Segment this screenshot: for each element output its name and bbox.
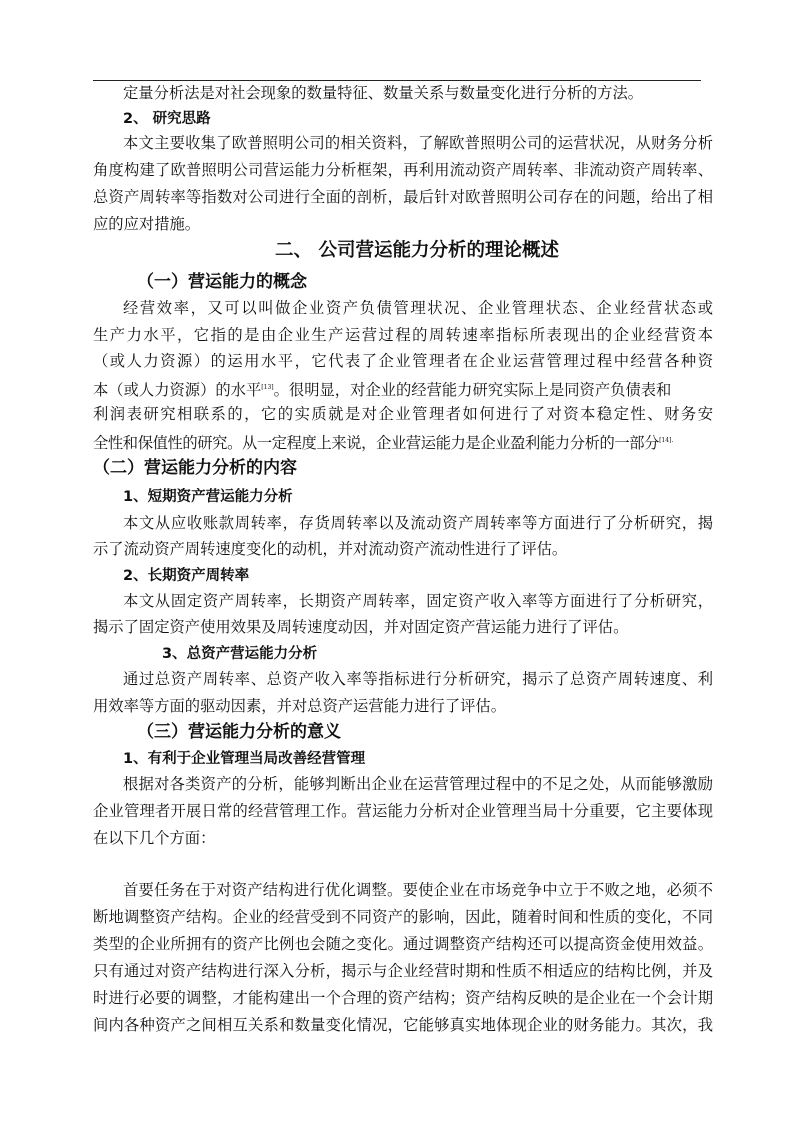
body-line: 只有通过对资产结构进行深入分析，揭示与企业经营时期和性质不相适应的结构比例，并及 bbox=[93, 962, 713, 980]
body-line: 类型的企业所拥有的资产比例也会随之变化。通过调整资产结构还可以提高资金使用效益。 bbox=[93, 935, 713, 953]
citation-13: [13] bbox=[261, 384, 274, 391]
body-line: 本文从应收账款周转率，存货周转率以及流动资产周转率等方面进行了分析研究，揭 bbox=[123, 514, 713, 532]
body-line: 应的应对措施。 bbox=[93, 215, 201, 233]
body-text: 本（或人力资源）的水平 bbox=[93, 381, 262, 399]
body-line: （或人力资源）的运用水平，它代表了企业管理者在企业运营管理过程中经营各种资 bbox=[93, 352, 713, 370]
body-line: 示了流动资产周转速度变化的动机，并对流动资产流动性进行了评估。 bbox=[93, 540, 568, 558]
body-line: 经营效率，又可以叫做企业资产负债管理状况、企业管理状态、企业经营状态或 bbox=[123, 299, 713, 317]
body-line: 在以下几个方面： bbox=[93, 829, 216, 847]
body-line: 通过总资产周转率、总资产收入率等指标进行分析研究，揭示了总资产周转速度、利 bbox=[123, 670, 713, 688]
body-line: 用效率等方面的驱动因素，并对总资产运营能力进行了评估。 bbox=[93, 697, 507, 715]
body-text: 。很明显，对企业的经营能力研究实际上是同资产负债表和 bbox=[273, 381, 672, 399]
body-line: 本文从固定资产周转率，长期资产周转率，固定资产收入率等方面进行了分析研究， bbox=[123, 592, 713, 610]
body-line: 角度构建了欧普照明公司营运能力分析框架，再利用流动资产周转率、非流动资产周转率、 bbox=[93, 161, 713, 179]
body-line: 断地调整资产结构。企业的经营受到不同资产的影响，因此，随着时间和性质的变化，不同 bbox=[93, 908, 713, 926]
body-line: 间内各种资产之间相互关系和数量变化情况，它能够真实地体现企业的财务能力。其次，我 bbox=[93, 1016, 713, 1034]
body-line: 总资产周转率等指数对公司进行全面的剖析，最后针对欧普照明公司存在的问题，给出了相 bbox=[93, 188, 713, 206]
body-line: 揭示了固定资产使用效果及周转速度动因，并对固定资产营运能力进行了评估。 bbox=[93, 618, 629, 636]
body-line: 定量分析法是对社会现象的数量特征、数量关系与数量变化进行分析的方法。 bbox=[123, 84, 644, 102]
end-mark: . bbox=[671, 437, 674, 444]
body-text: 全性和保值性的研究。从一定程度上来说，企业营运能力是企业盈利能力分析的一部分 bbox=[93, 434, 660, 452]
body-line: 根据对各类资产的分析，能够判断出企业在运营管理过程中的不足之处，从而能够激励 bbox=[123, 775, 713, 793]
body-line: 生产力水平，它指的是由企业生产运营过程的周转速率指标所表现出的企业经营资本 bbox=[93, 326, 713, 344]
citation-14: [14] bbox=[659, 437, 672, 444]
body-line-with-citation bbox=[93, 376, 713, 402]
subheading-short-term: 1、短期资产营运能力分析 bbox=[123, 489, 293, 505]
body-line: 本文主要收集了欧普照明公司的相关资料，了解欧普照明公司的运营状况，从财务分析 bbox=[123, 134, 713, 152]
subheading-benefit: 1、有利于企业管理当局改善经营管理 bbox=[123, 751, 366, 767]
section-heading-concept: （一）营运能力的概念 bbox=[137, 272, 307, 292]
body-line: 时进行必要的调整，才能构建出一个合理的资产结构；资产结构反映的是企业在一个会计期 bbox=[93, 989, 713, 1007]
body-line: 利润表研究相联系的，它的实质就是对企业管理者如何进行了对资本稳定性、财务安 bbox=[93, 405, 713, 423]
section-heading-content: （二）营运能力分析的内容 bbox=[93, 458, 297, 478]
section-heading-meaning: （三）营运能力分析的意义 bbox=[137, 722, 341, 742]
body-line-with-citation bbox=[93, 429, 713, 455]
subheading-long-term: 2、长期资产周转率 bbox=[123, 568, 250, 584]
subheading-total-assets: 3、总资产营运能力分析 bbox=[162, 646, 318, 662]
body-line: 首要任务在于对资产结构进行优化调整。要使企业在市场竞争中立于不败之地，必须不 bbox=[123, 881, 713, 899]
chapter-heading: 二、 公司营运能力分析的理论概述 bbox=[275, 240, 559, 261]
body-line: 企业管理者开展日常的经营管理工作。营运能力分析对企业管理当局十分重要，它主要体现 bbox=[93, 802, 713, 820]
heading-research-approach: 2、 研究思路 bbox=[123, 111, 211, 127]
